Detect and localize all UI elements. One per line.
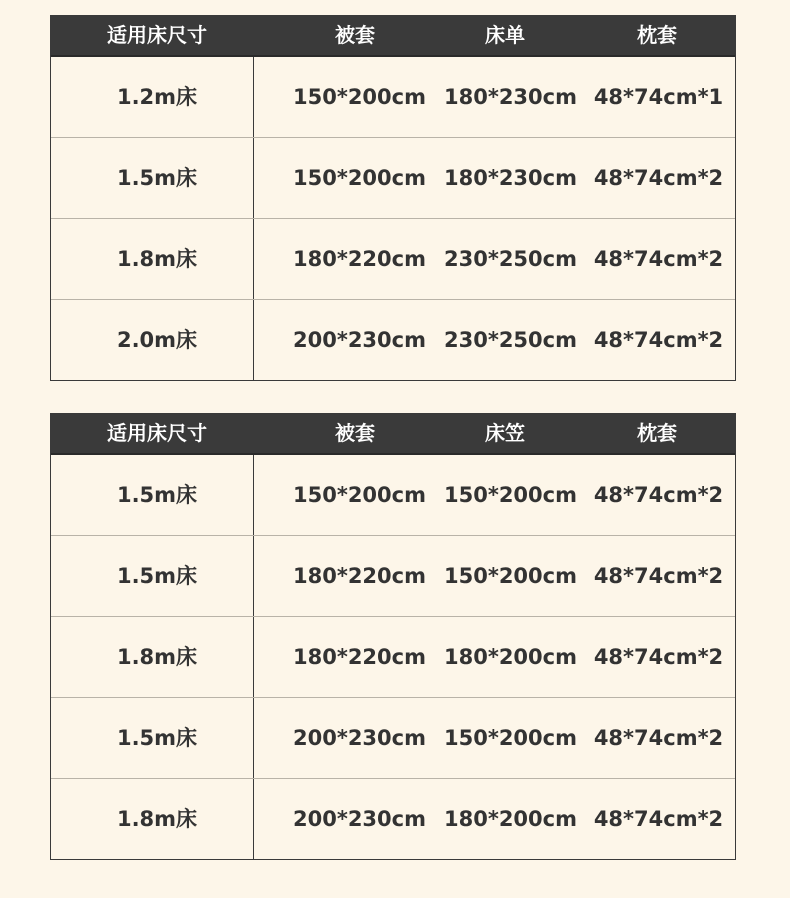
- cell-pillowcase: 48*74cm*2: [593, 807, 724, 831]
- cell-pillowcase: 48*74cm*2: [593, 726, 724, 750]
- table-row: [51, 616, 735, 697]
- table-row: [51, 778, 735, 859]
- cell-duvet-cover: 200*230cm: [293, 328, 426, 352]
- header-bed-size: 适用床尺寸: [107, 421, 207, 445]
- cell-bed-sheet: 180*230cm: [444, 85, 577, 109]
- cell-bed-size: 1.5m床: [116, 166, 198, 190]
- cell-fitted-sheet: 150*200cm: [444, 564, 577, 588]
- cell-duvet-cover: 150*200cm: [293, 166, 426, 190]
- cell-bed-sheet: 230*250cm: [444, 328, 577, 352]
- size-table-sheet-set: [50, 15, 736, 381]
- cell-duvet-cover: 150*200cm: [293, 85, 426, 109]
- cell-pillowcase: 48*74cm*1: [593, 85, 724, 109]
- header-duvet-cover: 被套: [335, 421, 375, 445]
- cell-duvet-cover: 200*230cm: [293, 807, 426, 831]
- cell-bed-size: 2.0m床: [116, 328, 198, 352]
- header-bed-size: 适用床尺寸: [107, 23, 207, 47]
- header-duvet-cover: 被套: [335, 23, 375, 47]
- table-header: [51, 413, 735, 455]
- cell-duvet-cover: 180*220cm: [293, 645, 426, 669]
- table-row: [51, 218, 735, 299]
- table-row: [51, 57, 735, 137]
- cell-pillowcase: 48*74cm*2: [593, 645, 724, 669]
- cell-bed-size: 1.8m床: [116, 807, 198, 831]
- cell-fitted-sheet: 150*200cm: [444, 726, 577, 750]
- cell-bed-size: 1.5m床: [116, 564, 198, 588]
- header-fitted-sheet: 床笠: [485, 421, 525, 445]
- cell-bed-size: 1.5m床: [116, 726, 198, 750]
- cell-fitted-sheet: 180*200cm: [444, 807, 577, 831]
- cell-bed-size: 1.2m床: [116, 85, 198, 109]
- cell-duvet-cover: 180*220cm: [293, 247, 426, 271]
- table-header: [51, 15, 735, 57]
- table-row: [51, 455, 735, 535]
- header-pillowcase: 枕套: [637, 421, 677, 445]
- cell-duvet-cover: 150*200cm: [293, 483, 426, 507]
- cell-pillowcase: 48*74cm*2: [593, 483, 724, 507]
- cell-fitted-sheet: 150*200cm: [444, 483, 577, 507]
- cell-bed-sheet: 180*230cm: [444, 166, 577, 190]
- cell-bed-size: 1.8m床: [116, 247, 198, 271]
- cell-duvet-cover: 200*230cm: [293, 726, 426, 750]
- cell-duvet-cover: 180*220cm: [293, 564, 426, 588]
- header-bed-sheet: 床单: [485, 23, 525, 47]
- table-row: [51, 697, 735, 778]
- table-row: [51, 299, 735, 380]
- table-row: [51, 535, 735, 616]
- header-pillowcase: 枕套: [637, 23, 677, 47]
- size-table-fitted-sheet-set: [50, 413, 736, 860]
- cell-bed-sheet: 230*250cm: [444, 247, 577, 271]
- cell-pillowcase: 48*74cm*2: [593, 166, 724, 190]
- table-row: [51, 137, 735, 218]
- cell-pillowcase: 48*74cm*2: [593, 328, 724, 352]
- cell-pillowcase: 48*74cm*2: [593, 247, 724, 271]
- cell-fitted-sheet: 180*200cm: [444, 645, 577, 669]
- cell-bed-size: 1.5m床: [116, 483, 198, 507]
- cell-bed-size: 1.8m床: [116, 645, 198, 669]
- cell-pillowcase: 48*74cm*2: [593, 564, 724, 588]
